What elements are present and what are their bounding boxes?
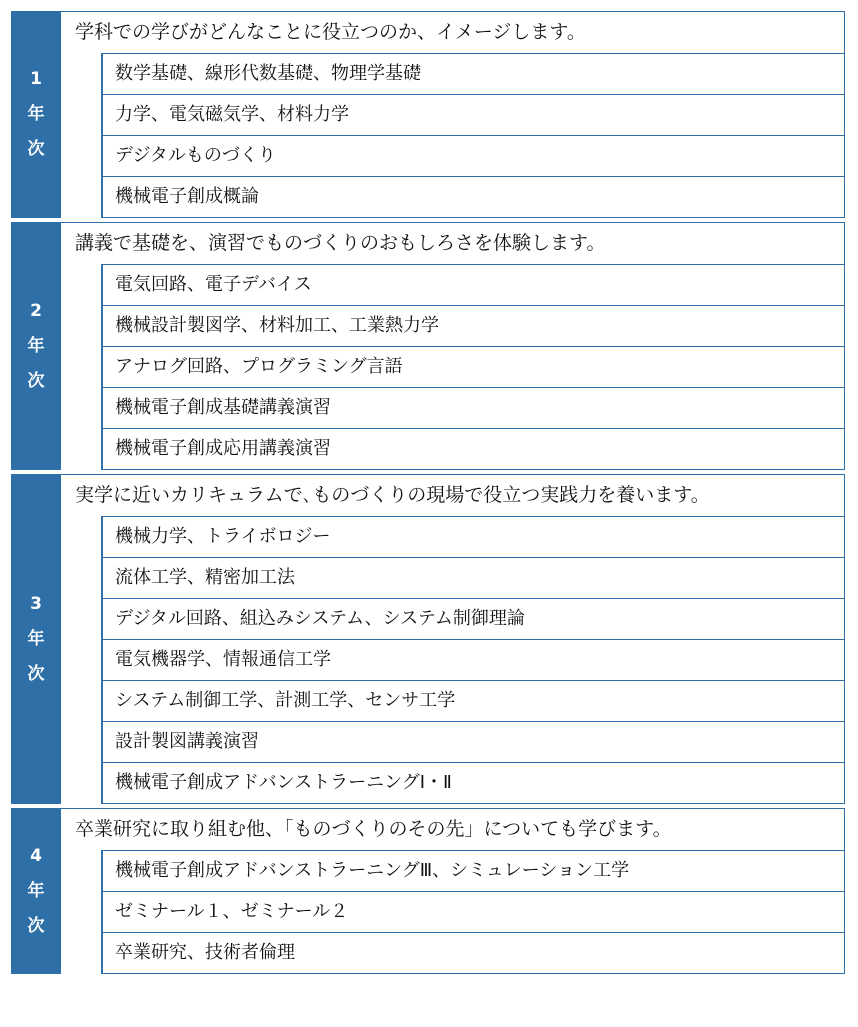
year-number: 3	[30, 593, 42, 614]
course-item: 機械力学、トライボロジー	[101, 516, 845, 557]
course-list	[101, 53, 845, 218]
year-description: 実学に近いカリキュラムで､ものづくりの現場で役立つ実践力を養います。	[61, 474, 845, 516]
course-list	[101, 516, 845, 804]
course-item: 電気機器学、情報通信工学	[101, 639, 845, 680]
course-list	[101, 850, 845, 974]
course-item: デジタルものづくり	[101, 135, 845, 176]
course-item: システム制御工学、計測工学、センサ工学	[101, 680, 845, 721]
year-kanji: 次	[27, 139, 45, 159]
course-item: 流体工学、精密加工法	[101, 557, 845, 598]
year-description: 卒業研究に取り組む他、「ものづくりのその先」についても学びます。	[61, 808, 845, 850]
course-item: 機械電子創成基礎講義演習	[101, 387, 845, 428]
course-list	[101, 264, 845, 470]
course-item: ゼミナール１、ゼミナール２	[101, 891, 845, 932]
course-item: 機械電子創成概論	[101, 176, 845, 218]
course-item: 電気回路、電子デバイス	[101, 264, 845, 305]
year-body	[61, 474, 845, 804]
course-item: 機械電子創成アドバンストラーニングⅢ、シミュレーション工学	[101, 850, 845, 891]
course-item: 機械設計製図学、材料加工、工業熱力学	[101, 305, 845, 346]
course-item: 機械電子創成応用講義演習	[101, 428, 845, 470]
year-number: 2	[30, 300, 42, 321]
course-item: アナログ回路、プログラミング言語	[101, 346, 845, 387]
course-item: 力学、電気磁気学、材料力学	[101, 94, 845, 135]
year-label	[11, 474, 61, 804]
year-description: 講義で基礎を、演習でものづくりのおもしろさを体験します。	[61, 222, 845, 264]
year-kanji: 次	[27, 663, 45, 684]
year-number: 1	[30, 69, 42, 89]
year-label	[11, 808, 61, 974]
course-item: デジタル回路、組込みシステム、システム制御理論	[101, 598, 845, 639]
year-body	[61, 808, 845, 974]
year-body	[61, 11, 845, 218]
year-section-3	[11, 470, 845, 804]
year-kanji: 年	[27, 104, 45, 124]
course-item: 設計製図講義演習	[101, 721, 845, 762]
year-label	[11, 222, 61, 470]
year-kanji: 年	[27, 335, 45, 356]
course-item: 卒業研究、技術者倫理	[101, 932, 845, 974]
year-label	[11, 11, 61, 218]
course-item: 機械電子創成アドバンストラーニングⅠ・Ⅱ	[101, 762, 845, 804]
curriculum-table	[11, 11, 845, 974]
year-body	[61, 222, 845, 470]
year-section-4	[11, 804, 845, 974]
year-kanji: 年	[27, 880, 45, 901]
year-number: 4	[30, 845, 42, 866]
year-kanji: 次	[27, 370, 45, 391]
year-section-2	[11, 218, 845, 470]
year-kanji: 次	[27, 915, 45, 936]
year-section-1	[11, 11, 845, 218]
course-item: 数学基礎、線形代数基礎、物理学基礎	[101, 53, 845, 94]
year-kanji: 年	[27, 628, 45, 649]
year-description: 学科での学びがどんなことに役立つのか、イメージします。	[61, 11, 845, 53]
